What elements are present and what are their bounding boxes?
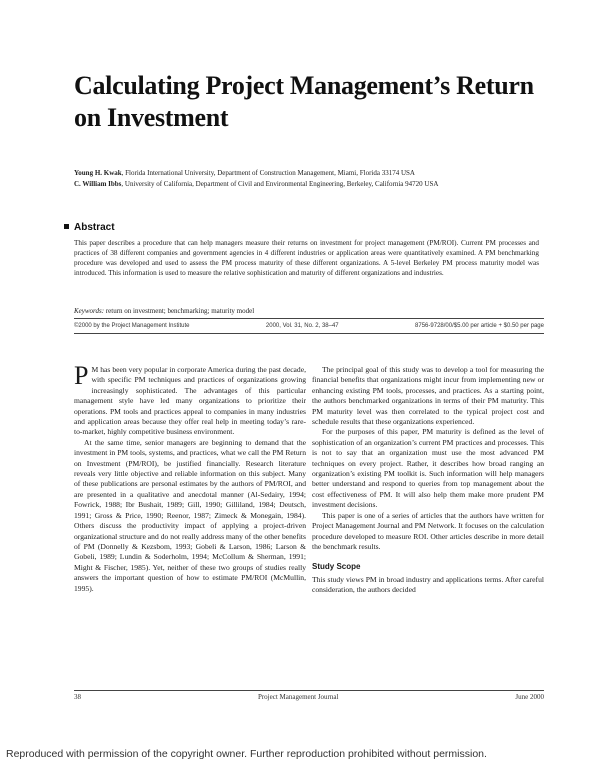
article-title: Calculating Project Management’s Return on Investment — [74, 71, 534, 132]
body-paragraph: This study views PM in broad industry and applications terms. After careful consideration, the authors decided — [312, 574, 544, 595]
keywords-line — [74, 306, 539, 316]
body-paragraph: This paper is one of a series of articles that the authors have written for Project Management Journal and PM Network. It focuses on the calculation procedure developed to measure ROI. Other articles describe in more detail the benchmark results. — [312, 510, 544, 551]
abstract-text: This paper describes a procedure that can help managers measure their returns on investment for project management (PM/ROI). Current PM processes and practices of 38 different companies and government agencies in 4 different industries or application areas were quantitatively examined. A PM benchmarking procedure was developed and used to assess the PM process maturity of these different organizations. A 5-level Berkeley PM process maturity model was introduced. This information is used to measure the relative sophistication and maturity of different organizations and industries. — [74, 239, 539, 277]
author-line-2: C. William Ibbs, University of California, Department of Civil and Environmental Engineering, Berkeley, California 94720 USA — [74, 180, 439, 188]
author-affiliation-1: Florida International University, Department of Construction Management, Miami, Florida 33174 USA — [125, 169, 415, 177]
issue-date: June 2000 — [515, 693, 544, 701]
divider-top — [74, 318, 544, 319]
drop-cap: P — [74, 361, 89, 390]
author-name-1: Young H. Kwak — [74, 169, 122, 177]
divider-bottom — [74, 333, 544, 334]
body-paragraph: At the same time, senior managers are beginning to demand that the investment in PM tools, systems, and practices, what we call the PM Return on Investment (PM/ROI), be justified financially. Research literature reveals very little objective and reliable information on this subject. Many of these publications are personal estimates by the authors of PM/ROI, and are presented in a qualitative and anecdotal manner (Al-Sedairy, 1994; Fowrick, 1988; Ibr Bushait, 1989; Gill, 1990; Gilliland, 1984; Deutsch, 1991; Gross & Price, 1990; Reenor, 1987; Zimeck & Monegain, 1984). Others discuss the productivity impact of applying a project-driven organizational structure and do not really address many of the other benefits of PM (Donnelly & Kezsbom, 1993; Gobeli & Larson, 1986; Larson & Gobeli, 1989; Lundin & Soderholm, 1994; McCollum & Sherman, 1991; Might & Fischer, 1985). Yet, neither of these two groups of studies really answers the important question of how to estimate PM/ROI (McMullin, 1995). — [74, 437, 306, 593]
page-footer — [74, 693, 544, 701]
square-bullet-icon — [64, 224, 69, 229]
author-line-1: Young H. Kwak, Florida International University, Department of Construction Management, Miami, Florida 33174 USA — [74, 169, 415, 177]
body-paragraph: The principal goal of this study was to develop a tool for measuring the financial benefits that organizations might incur from implementing new or enhancing existing PM tools, processes, and practices. As a starting point, the authors benchmarked organizations in terms of their PM maturity. This PM maturity level was then correlated to the typical project cost and schedule results that these organizations experienced. — [312, 365, 544, 427]
section-heading: Study Scope — [312, 562, 361, 572]
footer-divider — [74, 690, 544, 691]
author-affiliation-2: University of California, Department of Civil and Environmental Engineering, Berkeley, California 94720 USA — [124, 180, 439, 188]
body-column-left — [74, 361, 306, 594]
body-paragraph — [74, 361, 306, 438]
citation-line — [74, 322, 544, 331]
citation-copyright: ©2000 by the Project Management Institute — [74, 323, 190, 329]
keywords-value: return on investment; benchmarking; maturity model — [105, 307, 255, 315]
page-number: 38 — [74, 693, 81, 701]
journal-name: Project Management Journal — [257, 693, 339, 701]
reproduction-notice: Reproduced with permission of the copyright owner. Further reproduction prohibited without permission. — [6, 748, 487, 760]
author-block — [74, 168, 544, 190]
author-name-2: C. William Ibbs — [74, 180, 122, 188]
abstract-heading — [64, 222, 115, 233]
body-column-right — [312, 365, 544, 596]
citation-price: 8756-9728/00/$5.00 per article + $0.50 per page — [415, 323, 544, 329]
body-paragraph: For the purposes of this paper, PM maturity is defined as the level of sophistication of an organization’s current PM practices and processes. This is not to say that an organization must use the most advanced PM techniques on every project. Rather, it describes how broad ranging an organization’s existing PM toolkit is. Such information will help managers better understand and respond to queries from top management about the cost effectiveness of PM. It will also help them make more prudent PM investment decisions. — [312, 427, 544, 510]
keywords-label: Keywords: — [74, 307, 105, 315]
abstract-heading-text: Abstract — [74, 222, 115, 233]
citation-volume: 2000, Vol. 31, No. 2, 38–47 — [265, 323, 339, 329]
body-paragraph-text: M has been very popular in corporate America during the past decade, with specific PM techniques and practices of organizations growing increasingly sophisticated. The advantages of this particular management style have led many organizations to prioritize their operations. PM tools and practices appeal to companies in many industries and application areas because they offer real help in meeting today’s rare-to-market, highly competitive business environment. — [74, 365, 306, 437]
